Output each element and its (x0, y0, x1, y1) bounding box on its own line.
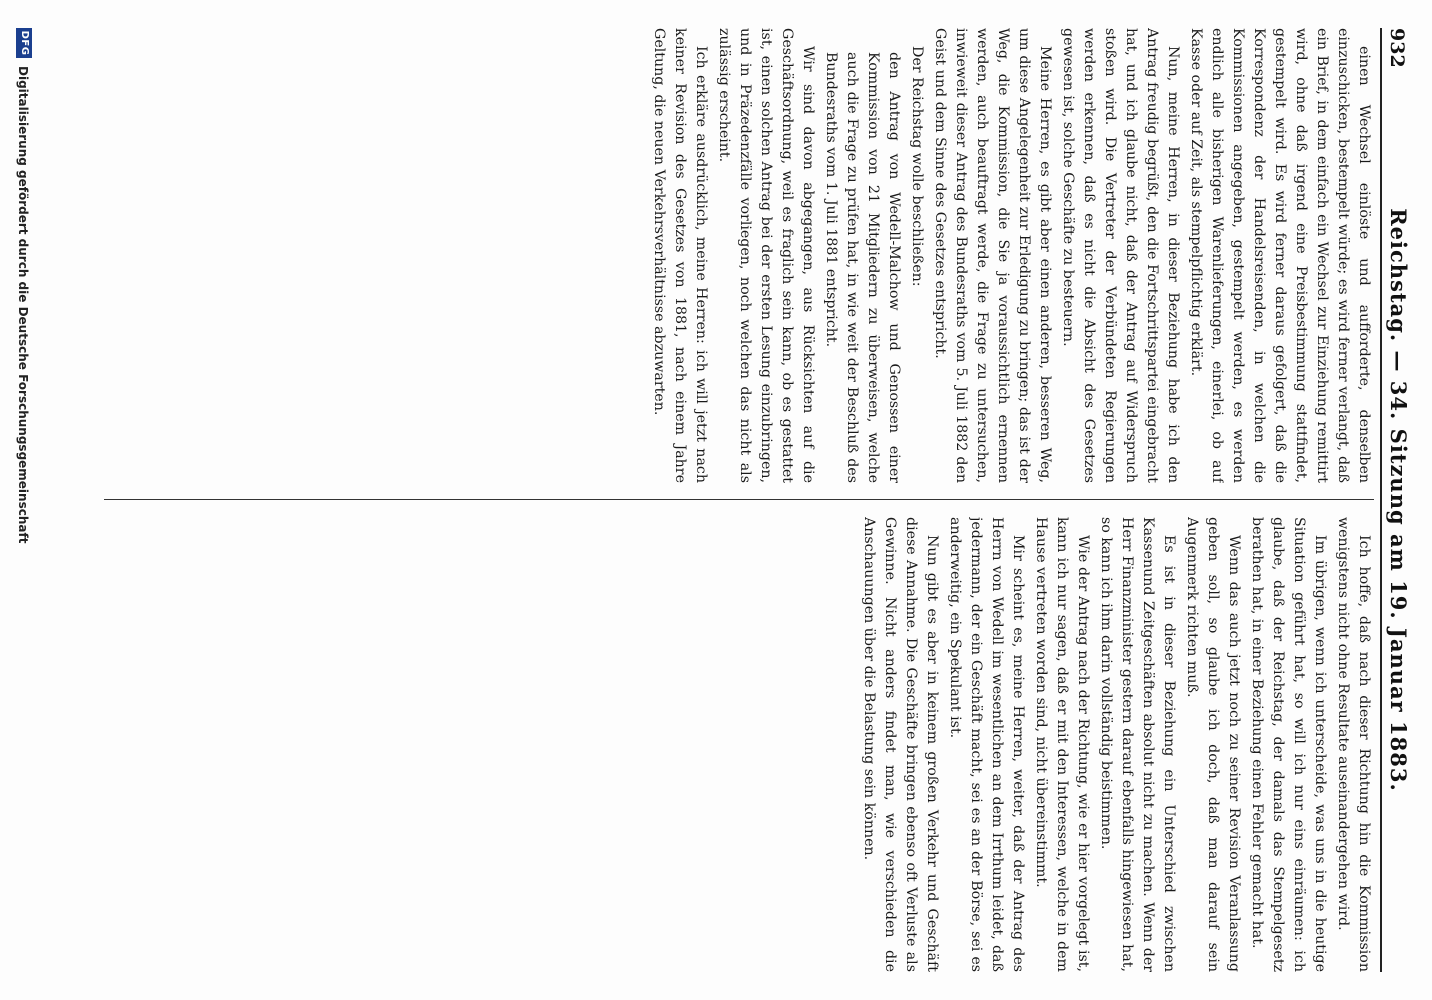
text-column-left (104, 28, 1374, 483)
page-number: 932 (1386, 28, 1408, 68)
digitization-note: Digitalisierung gefördert durch die Deutsche Forschungsgemeinschaft (16, 66, 30, 544)
paragraph: Nun gibt es aber in keinem großen Verkehr und Geschäft diese Annahme. Die Geschäfte bringen ebenso oft Verluste als Gewinne. Nicht anders findet man, wie verschieden die Anschauungen über die Belastung sein können. (861, 517, 940, 972)
paragraph: Der Reichstag wolle beschließen: (909, 46, 925, 287)
paragraph: Es ist in dieser Beziehung ein Unterschied zwischen Kassenund Zeitgeschäften absolut nicht zu machen. Wenn der Herr Finanzminister gestern darauf ebenfalls hingewiesen hat, so kann ich ihm darin vollständig beistimmen. (1098, 517, 1177, 972)
running-head: Reichstag. — 34. Sitzung am 19. Januar 1883. (1386, 208, 1411, 792)
paragraph: Meine Herren, es gibt aber einen anderen, besseren Weg, um diese Angelegenheit zur Erledigung zu bringen; das ist der Weg, die Kommission, die Sie ja voraussichtlich ernennen werden, auch beauftragt werde, die Frage zu untersuchen, inwieweit dieser Antrag des Bundesraths vom 5. Juli 1882 den Geist und dem Sinne des Gesetzes entspricht. (932, 28, 1053, 483)
paragraph: Wir sind davon abgegangen, aus Rücksichten auf die Geschäftsordnung, weil es fraglich sein kann, ob es gestattet ist, einen solchen Antrag bei der ersten Lesung einzubringen, und in Präzedenzfälle vorliegen, noch welchen das nicht als zulässig erscheint. (716, 28, 816, 483)
paragraph: Im übrigen, wenn ich unterscheide, was uns in die heutige Situation geführt hat, so will ich nur eins einräumen: ich glaube, daß der Reichstag, der damals das Stempelgesetz berathen hat, in einer Beziehung einen Fehler gemacht hat. (1249, 517, 1328, 972)
text-column-right (104, 517, 1374, 972)
paragraph: einen Wechsel einlöste und aufforderte, denselben einzuschicken, bestempelt würde; es wird ferner verlangt, daß ein Brief, in dem einfach ein Wechsel zur Einziehung remittirt wird, ohne daß irgend eine Preisbestimmung stattfindet, gestempelt wird. Es wird ferner daraus gefolgert, daß die Korrespondenz der Handelsreisenden, in welchen die Kommissionen angegeben, gestempelt werden, es werden endlich alle bisherigen Warenlieferungen, einerlei, ob auf Kasse oder auf Zeit, als stempelpflichtig erklärt. (1188, 28, 1372, 483)
page-header (1380, 28, 1414, 972)
paragraph: Ich hoffe, daß nach dieser Richtung hin die Kommission wenigstens nicht ohne Resultate auseinandergehen wird. (1335, 517, 1372, 972)
motion-text: den Antrag von Wedell-Malchow und Genossen einer Kommission von 21 Mitgliedern zu überweisen, welche auch die Frage zu prüfen hat, in wie weit der Beschluß des Bundesraths vom 1. Juli 1881 entspricht. (823, 52, 902, 483)
paragraph: Wenn das auch jetzt noch zu seiner Revision Veranlassung geben soll, so glaube ich doch, daß man darauf sein Augenmerk richten muß. (1184, 517, 1242, 972)
paragraph: Mir scheint es, meine Herren, weiter, daß der Antrag des Herrn von Wedell im wesentlichen an dem Irrthum leidet, daß jedermann, der ein Geschäft macht, sei es an der Börse, sei es anderweitig, ein Spekulant ist. (947, 517, 1026, 972)
paragraph: Ich erkläre ausdrücklich, meine Herren: ich will jetzt nach keiner Revision des Gesetzes von 1881, nach einem Jahre Geltung, die neuen Verkehrsverhältnisse abzuwarten. (651, 28, 709, 483)
paragraph: Nun, meine Herren, in dieser Beziehung habe ich den Antrag freudig begrüßt, den die Fortschrittspartei eingebracht hat, und ich glaube nicht, daß der Antrag auf Widerspruch stoßen wird. Die Vertreter der Verbündeten Regierungen werden erkennen, daß es nicht die Absicht des Gesetzes gewesen ist, solche Geschäfte zu besteuern. (1060, 28, 1181, 483)
column-divider (104, 499, 1374, 500)
page-footer (8, 0, 36, 1000)
dfg-logo: DFG (16, 28, 32, 58)
paragraph: Wie der Antrag nach der Richtung, wie er hier vorgelegt ist, kann ich nur sagen, daß er mit den Interessen, welche in dem Hause vertreten worden sind, nicht übereinstimmt. (1033, 517, 1091, 972)
